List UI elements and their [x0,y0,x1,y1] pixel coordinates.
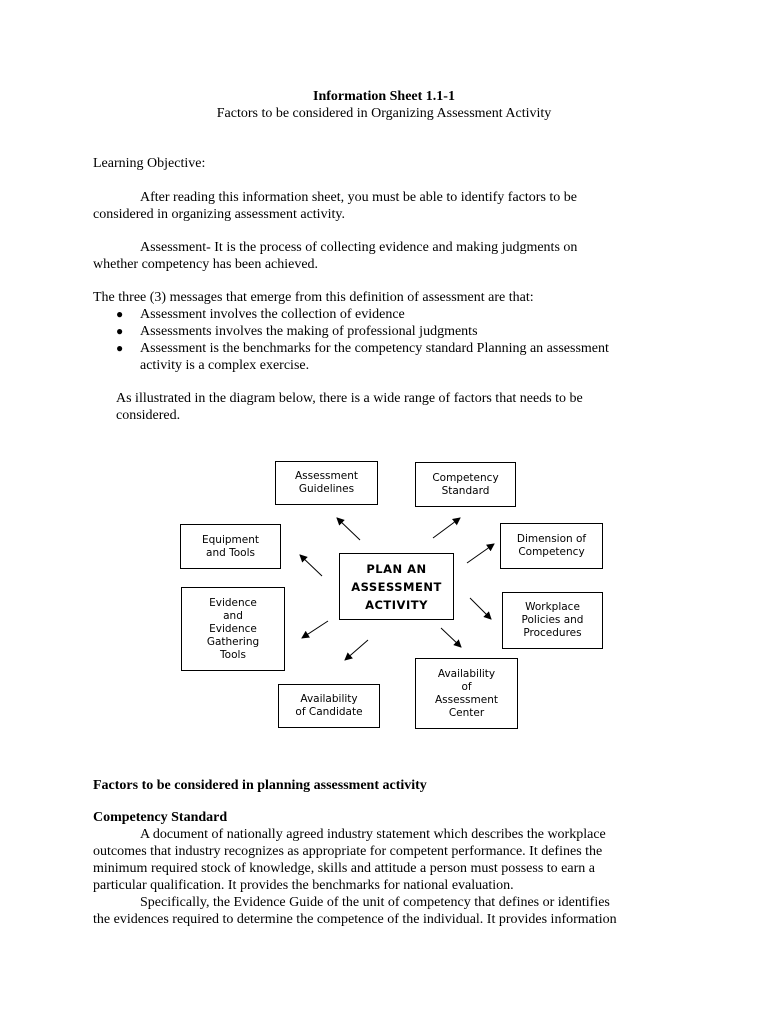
diagram-box-dimension-competency: Dimension of Competency [500,523,603,569]
objective-line-2: considered in organizing assessment activity. [93,207,345,222]
document-subtitle: Factors to be considered in Organizing Assessment Activity [216,106,552,121]
illustration-line-2: considered. [116,408,181,423]
paragraph-1-line-3: minimum required stock of knowledge, skills and attitude a person must possess to earn a [93,861,595,876]
arrow-to-dimension [467,544,494,563]
objective-heading: Learning Objective: [93,156,206,171]
illustration-line-1: As illustrated in the diagram below, there is a wide range of factors that needs to be [116,391,583,406]
paragraph-1-line-2: outcomes that industry recognizes as appropriate for competent performance. It defines the [93,844,603,859]
bullet-icon: ● [116,307,124,321]
document-title: Information Sheet 1.1-1 [313,89,455,104]
diagram-box-equipment-tools: Equipment and Tools [180,524,281,569]
diagram-box-availability-candidate: Availability of Candidate [278,684,380,728]
diagram-box-availability-center: Availability of Assessment Center [415,658,518,729]
paragraph-1-line-1: A document of nationally agreed industry statement which describes the workplace [140,827,606,842]
factors-heading: Factors to be considered in planning assessment activity [93,778,427,793]
arrow-to-candidate [345,640,368,660]
arrow-to-center [441,628,461,647]
paragraph-1-line-4: particular qualification. It provides the benchmarks for national evaluation. [93,878,514,893]
bullet-item-3-line-2: activity is a complex exercise. [140,358,310,373]
objective-line-1: After reading this information sheet, you must be able to identify factors to be [140,190,577,205]
paragraph-2-line-2: the evidences required to determine the competence of the individual. It provides information [93,912,617,927]
diagram-box-competency-standard: Competency Standard [415,462,516,507]
diagram-box-assessment-guidelines: Assessment Guidelines [275,461,378,505]
arrow-to-workplace [470,598,491,619]
messages-intro: The three (3) messages that emerge from this definition of assessment are that: [93,290,534,305]
competency-standard-heading: Competency Standard [93,810,228,825]
diagram-center-box: PLAN AN ASSESSMENT ACTIVITY [339,553,454,620]
bullet-icon: ● [116,324,124,338]
bullet-item-3-line-1: Assessment is the benchmarks for the competency standard Planning an assessment [140,341,609,356]
diagram-box-workplace-policies: Workplace Policies and Procedures [502,592,603,649]
paragraph-2-line-1: Specifically, the Evidence Guide of the unit of competency that defines or identifies [140,895,610,910]
definition-line-2: whether competency has been achieved. [93,257,319,272]
diagram-box-evidence-tools: Evidence and Evidence Gathering Tools [181,587,285,671]
arrow-to-competency [433,518,460,538]
arrow-to-evidence [302,621,328,638]
arrow-to-equipment [300,555,322,576]
bullet-item-2: Assessments involves the making of professional judgments [140,324,478,339]
bullet-icon: ● [116,341,124,355]
definition-line-1: Assessment- It is the process of collecting evidence and making judgments on [140,240,578,255]
bullet-item-1: Assessment involves the collection of evidence [140,307,405,322]
arrow-to-guidelines [337,518,360,540]
